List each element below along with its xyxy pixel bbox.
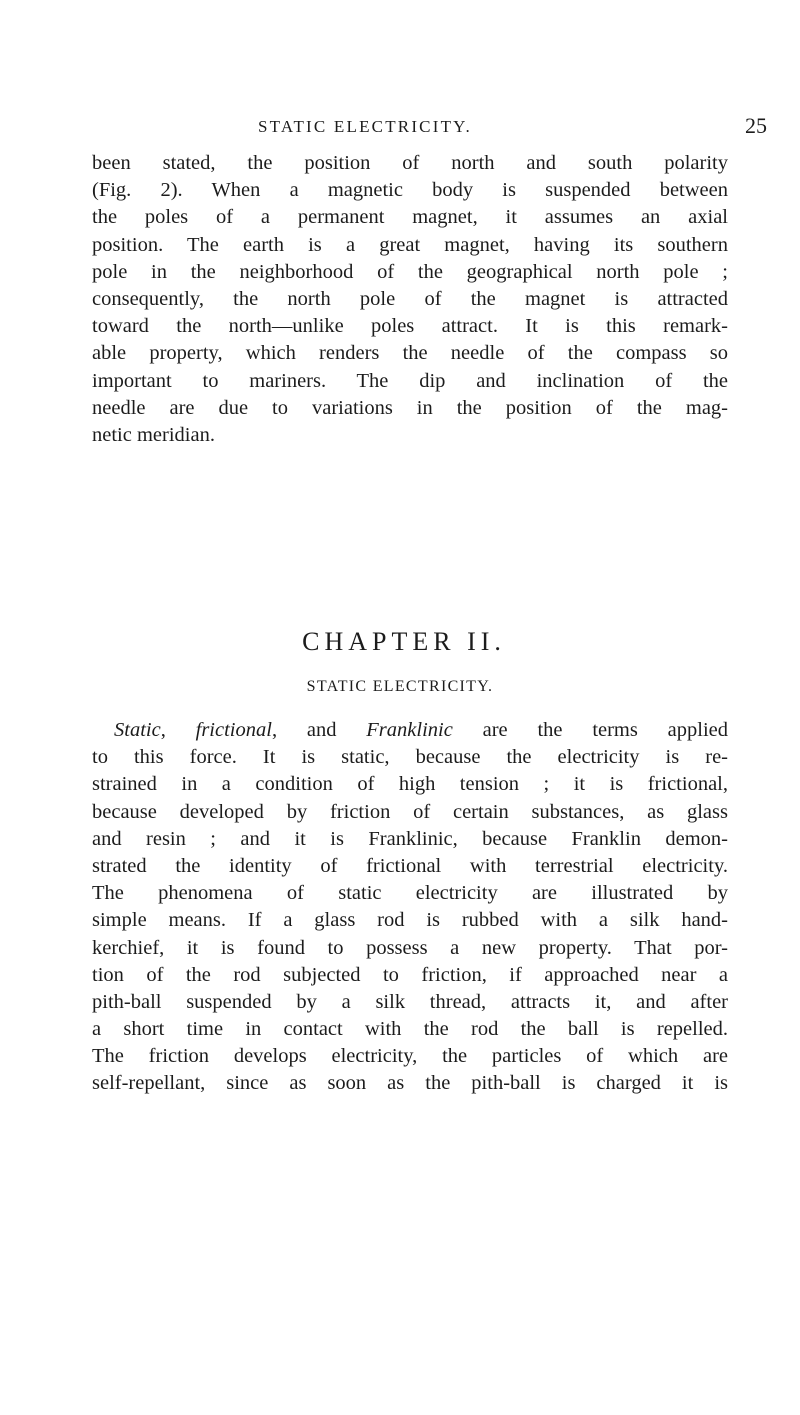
text-fragment: , and bbox=[271, 719, 367, 741]
text-line: netic meridian. bbox=[92, 423, 215, 446]
text-line: (Fig. 2). When a magnetic body is suspended between bbox=[92, 179, 728, 202]
text-line: consequently, the north pole of the magnet is attracted bbox=[92, 287, 728, 310]
text-fragment: are the terms applied bbox=[452, 719, 729, 741]
italic-term: Franklinic bbox=[366, 719, 453, 741]
text-line: pole in the neighborhood of the geographical north pole ; bbox=[92, 260, 728, 283]
text-line: position. The earth is a great magnet, having its southern bbox=[92, 233, 728, 256]
text-line: the poles of a permanent magnet, it assumes an axial bbox=[92, 206, 728, 229]
paragraph-magnetism bbox=[92, 150, 728, 449]
text-line: The friction develops electricity, the particles of which are bbox=[92, 1045, 728, 1068]
paragraph-static-electricity bbox=[92, 717, 728, 1098]
page-number: 25 bbox=[745, 113, 767, 138]
text-fragment: , bbox=[160, 719, 196, 741]
text-line: because developed by friction of certain substances, as glass bbox=[92, 800, 728, 823]
text-line: pith-ball suspended by a silk thread, attracts it, and after bbox=[92, 990, 728, 1013]
text-line: important to mariners. The dip and inclination of the bbox=[92, 369, 728, 392]
italic-term: frictional bbox=[195, 719, 272, 741]
chapter-subtitle: STATIC ELECTRICITY. bbox=[306, 678, 494, 695]
chapter-title: CHAPTER II. bbox=[302, 627, 506, 656]
text-line: strained in a condition of high tension ; it is frictional, bbox=[92, 773, 728, 796]
text-line: strated the identity of frictional with terrestrial electricity. bbox=[92, 854, 728, 877]
text-line: tion of the rod subjected to friction, if approached near a bbox=[92, 963, 728, 986]
text-line: kerchief, it is found to possess a new property. That por- bbox=[92, 936, 728, 959]
text-line: and resin ; and it is Franklinic, because Franklin demon- bbox=[92, 827, 728, 850]
text-line: The phenomena of static electricity are illustrated by bbox=[92, 882, 728, 905]
text-line: simple means. If a glass rod is rubbed with a silk hand- bbox=[92, 909, 728, 932]
text-line: been stated, the position of north and south polarity bbox=[92, 152, 728, 174]
text-line: needle are due to variations in the position of the mag- bbox=[92, 396, 728, 419]
text-line: able property, which renders the needle of the compass so bbox=[92, 342, 728, 365]
text-line-first bbox=[92, 717, 728, 744]
text-line: to this force. It is static, because the electricity is re- bbox=[92, 746, 728, 769]
text-line: a short time in contact with the rod the ball is repelled. bbox=[92, 1018, 728, 1041]
running-head: STATIC ELECTRICITY. bbox=[258, 117, 472, 136]
text-line: self-repellant, since as soon as the pith-ball is charged it is bbox=[92, 1072, 728, 1095]
text-line: toward the north—unlike poles attract. It is this remark- bbox=[92, 315, 728, 338]
italic-term: Static bbox=[114, 719, 161, 741]
